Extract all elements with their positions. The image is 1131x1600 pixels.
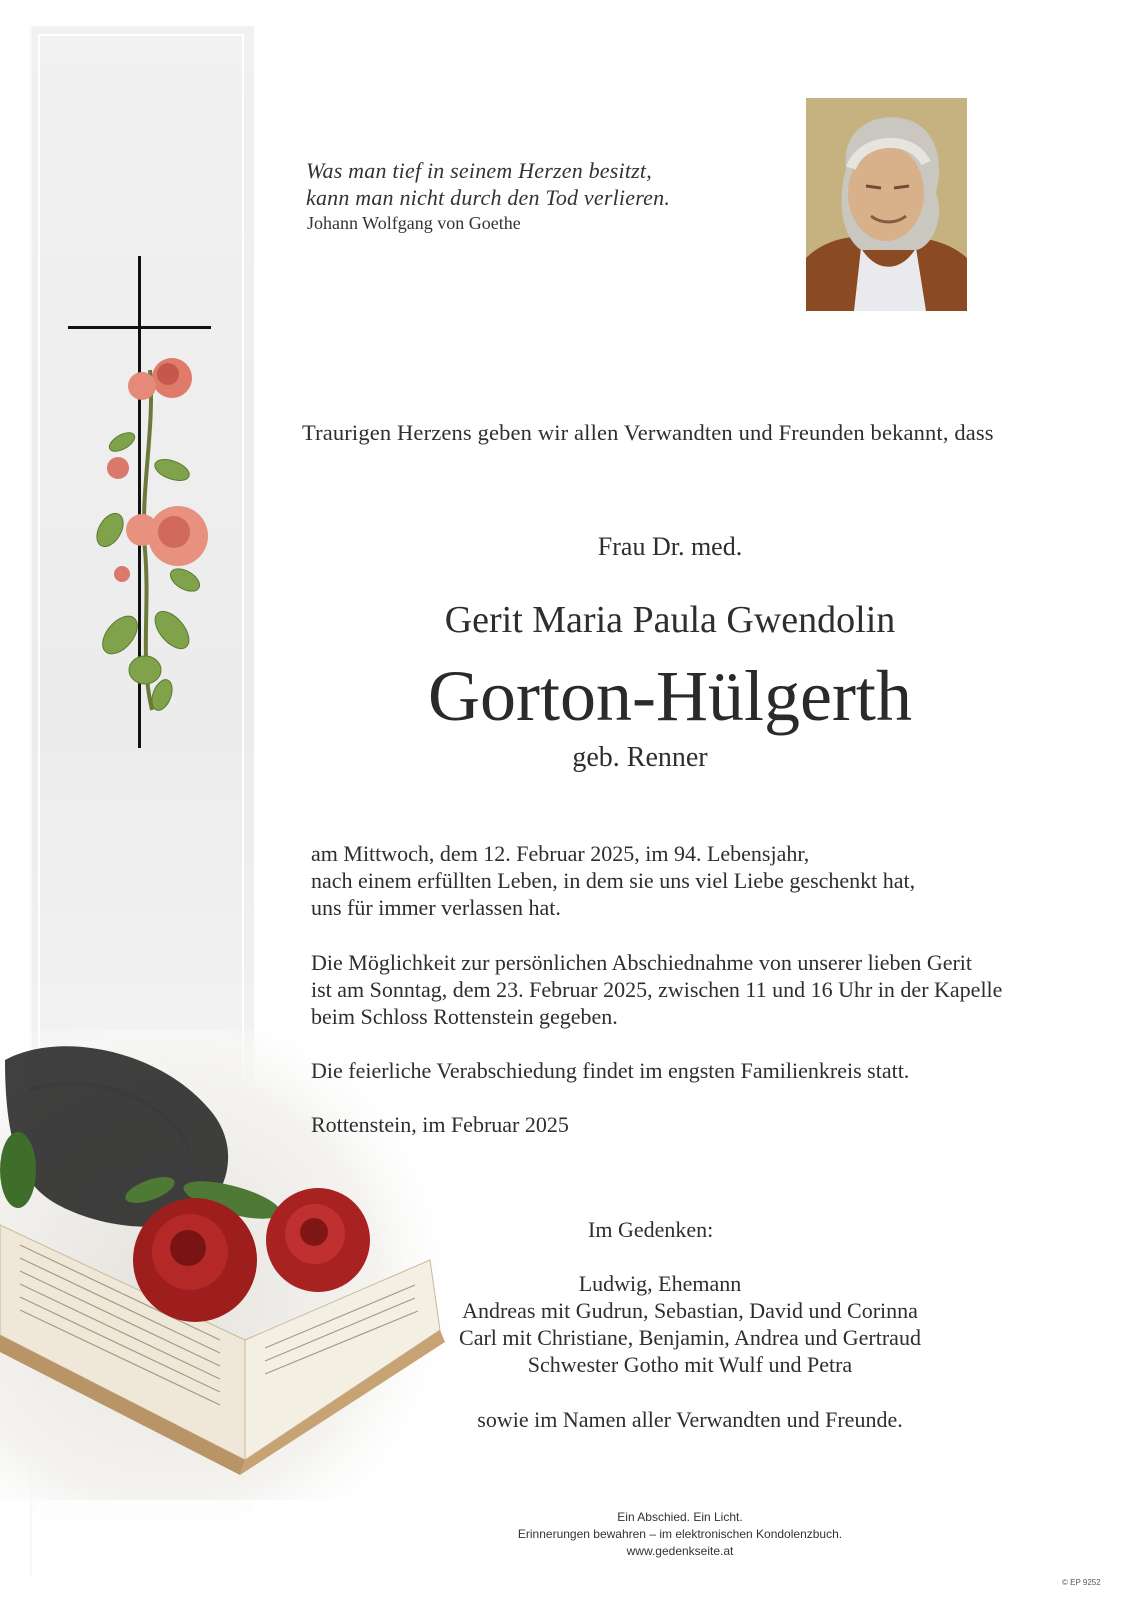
given-names: Gerit Maria Paula Gwendolin xyxy=(444,599,896,641)
footer-website: www.gedenkseite.at xyxy=(626,1544,734,1558)
mourner-line: Schwester Gotho mit Wulf und Petra xyxy=(527,1352,853,1377)
mourners-closing: sowie im Namen aller Verwandten und Freunde. xyxy=(477,1407,903,1432)
portrait-photo xyxy=(806,98,967,311)
footer-line-2: Erinnerungen bewahren – im elektronischen Kondolenzbuch. xyxy=(517,1527,843,1541)
footer xyxy=(400,1509,960,1560)
mourner-line: Carl mit Christiane, Benjamin, Andrea und Gertraud xyxy=(459,1325,921,1350)
body-p3: Die feierliche Verabschiedung findet im engsten Familienkreis statt. xyxy=(311,1058,910,1083)
body-p1-line-1: am Mittwoch, dem 12. Februar 2025, im 94. Lebensjahr, xyxy=(311,841,810,866)
mourner-line: Andreas mit Gudrun, Sebastian, David und Corinna xyxy=(462,1298,918,1323)
honorific-title: Frau Dr. med. xyxy=(597,532,743,561)
cross-horizontal-bar xyxy=(68,326,211,329)
body-p1-line-3: uns für immer verlassen hat. xyxy=(311,895,561,920)
maiden-name: geb. Renner xyxy=(572,742,708,773)
quote-line-2: kann man nicht durch den Tod verlieren. xyxy=(306,185,671,210)
body-p2-line-2: ist am Sonntag, dem 23. Februar 2025, zwischen 11 und 16 Uhr in der Kapelle xyxy=(311,977,1003,1002)
quote-line-1: Was man tief in seinem Herzen besitzt, xyxy=(306,158,652,183)
body-p1-line-2: nach einem erfüllten Leben, in dem sie uns viel Liebe geschenkt hat, xyxy=(311,868,916,893)
footer-line-1: Ein Abschied. Ein Licht. xyxy=(617,1510,743,1524)
surname: Gorton-Hülgerth xyxy=(428,656,912,736)
mourner-line: Ludwig, Ehemann xyxy=(578,1271,742,1296)
body-p2-line-3: beim Schloss Rottenstein gegeben. xyxy=(311,1004,618,1029)
mourners-heading: Im Gedenken: xyxy=(588,1217,714,1242)
print-code: © EP 9252 xyxy=(1062,1578,1101,1587)
place-and-date: Rottenstein, im Februar 2025 xyxy=(311,1112,569,1137)
quote-author: Johann Wolfgang von Goethe xyxy=(307,213,521,233)
announcement-intro: Traurigen Herzens geben wir allen Verwandten und Freunden bekannt, dass xyxy=(302,420,994,445)
rose-branch-illustration xyxy=(80,350,240,730)
body-p2-line-1: Die Möglichkeit zur persönlichen Abschiednahme von unserer lieben Gerit xyxy=(311,950,973,975)
